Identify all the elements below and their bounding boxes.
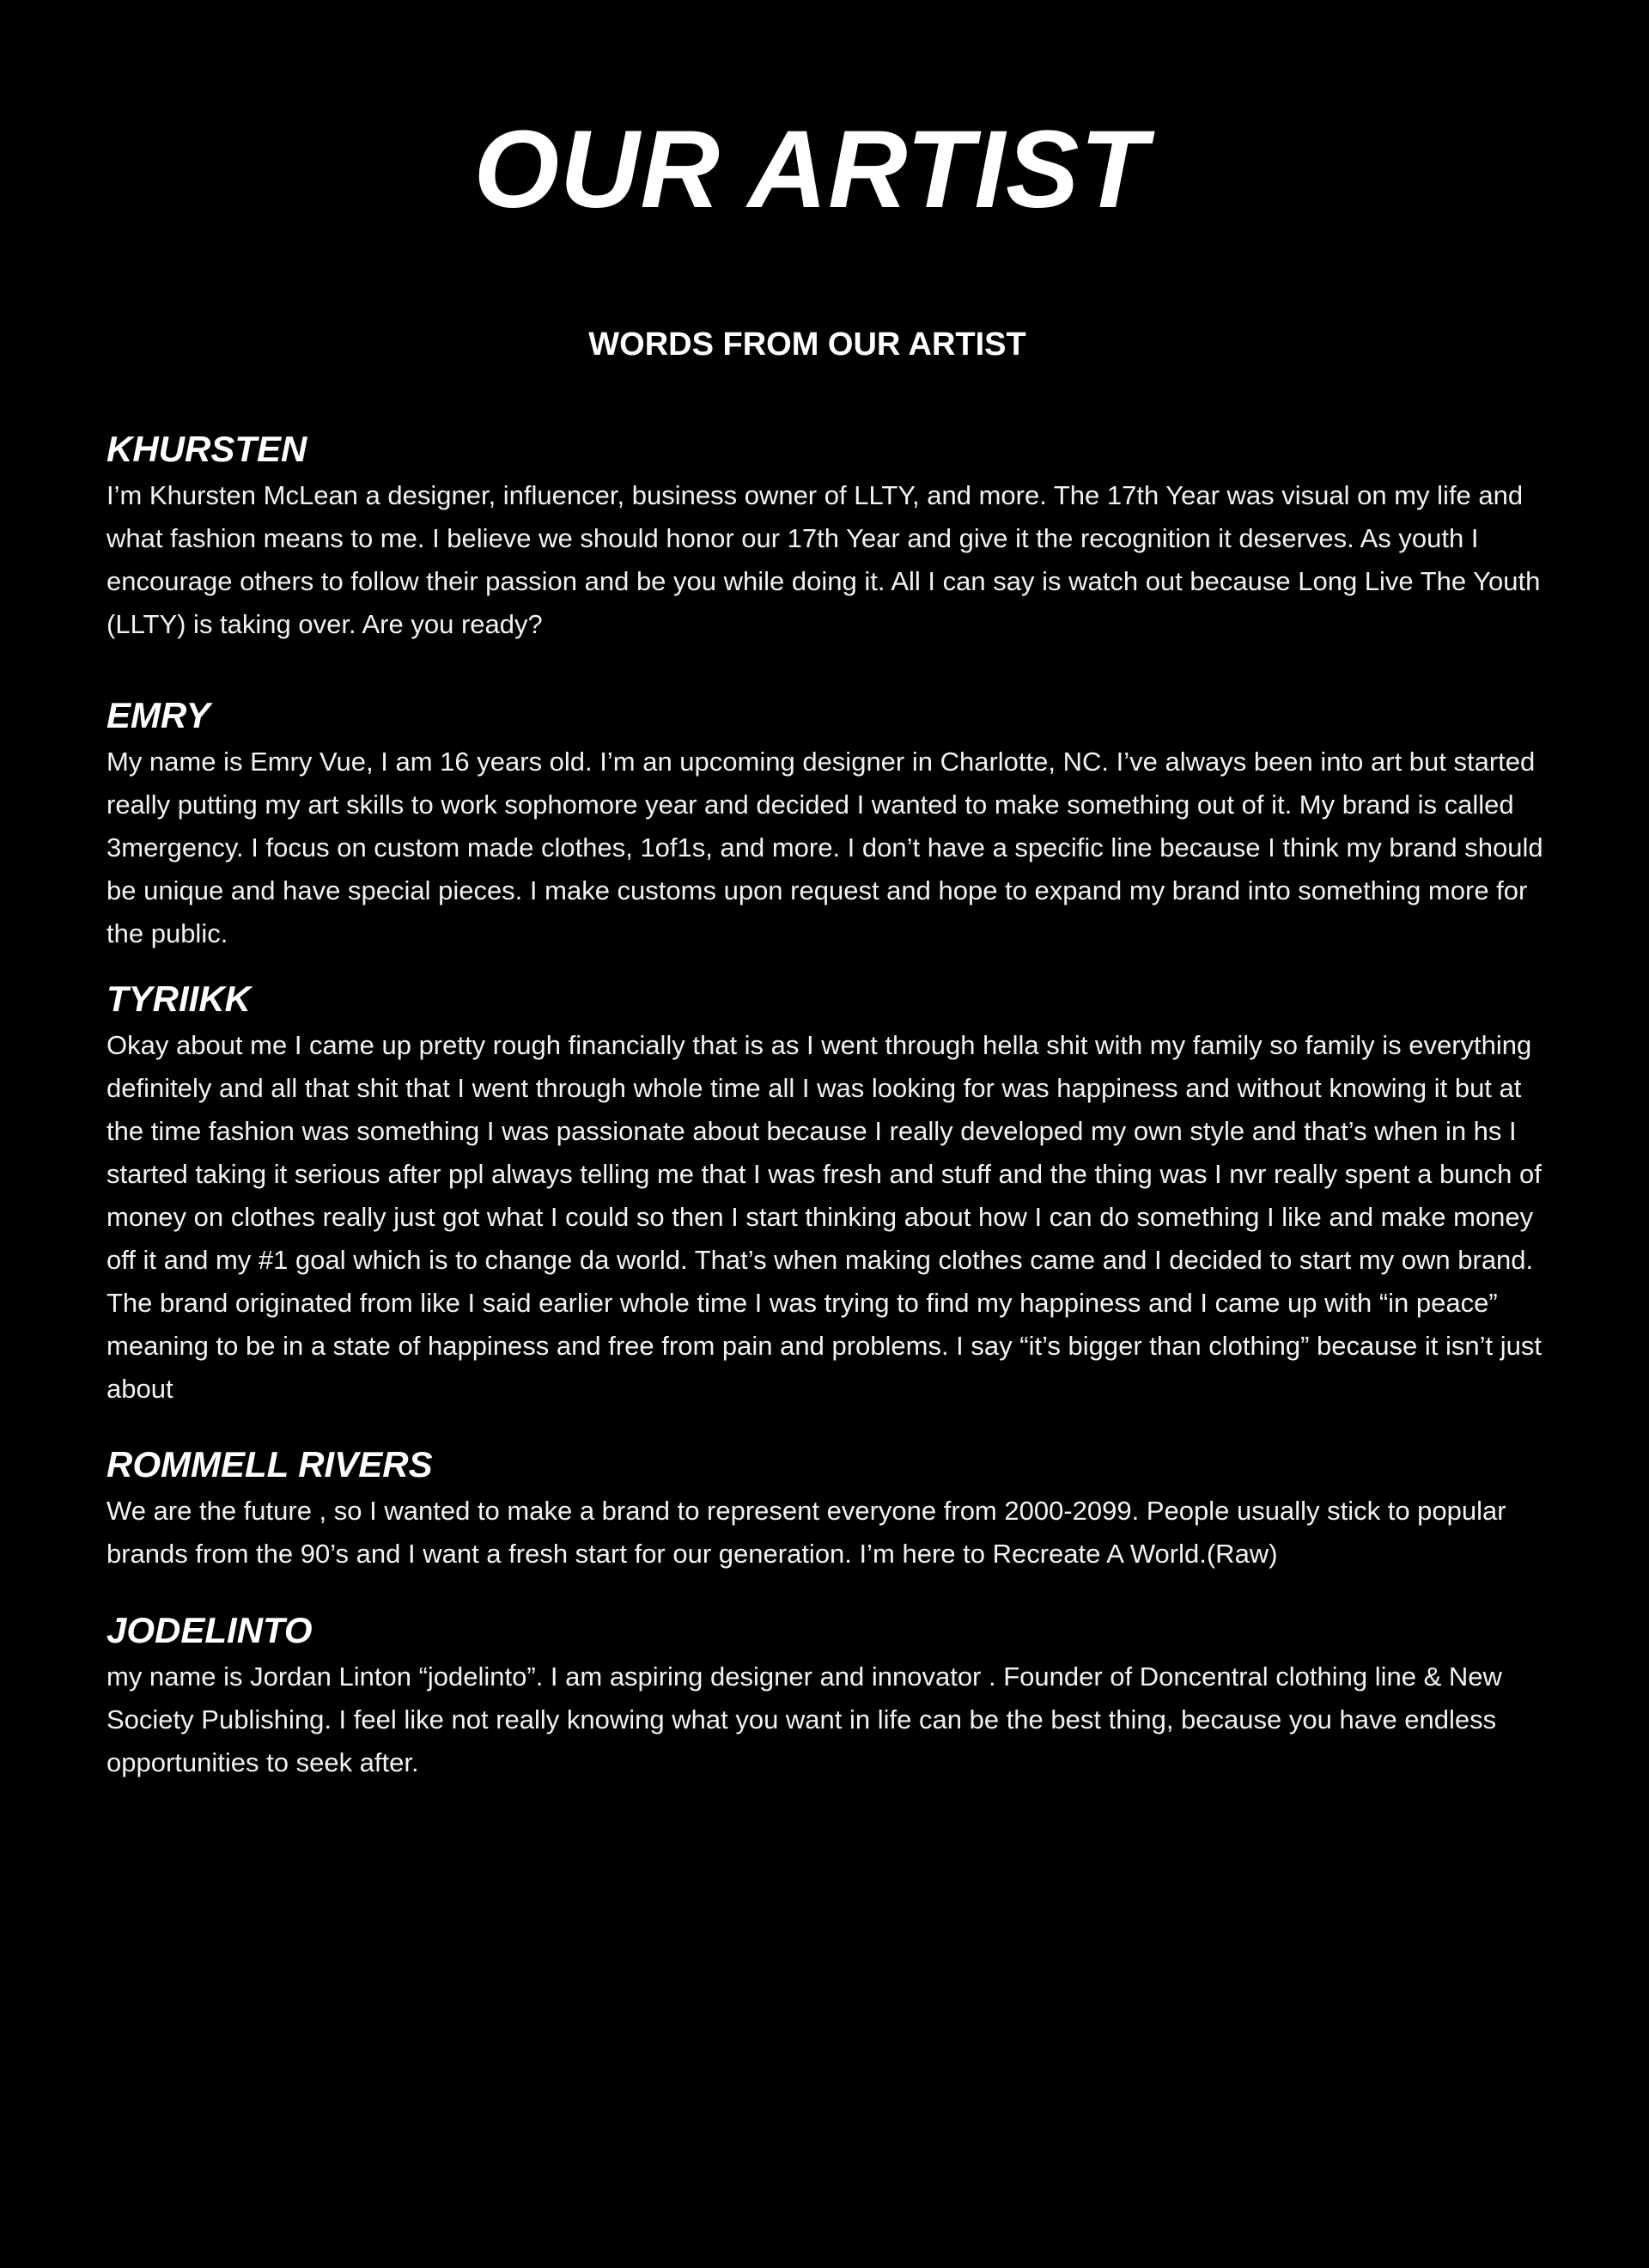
artist-name: TYRIIKK — [106, 979, 251, 1019]
artist-name: ROMMELL RIVERS — [106, 1444, 433, 1485]
artist-section-tyriikk — [106, 977, 1558, 1411]
artist-bio: I’m Khursten McLean a designer, influencer, business owner of LLTY, and more. The 17th Year was visual on my life and what fashion means to me. I believe we should honor our 17th Year and give it the recognition it deserves. As youth I encourage others to follow their passion and be you while doing it. All I can say is watch out because Long Live The Youth (LLTY) is taking over. Are you ready? — [106, 480, 1541, 639]
artist-name: EMRY — [106, 695, 210, 735]
artist-bio: Okay about me I came up pretty rough financially that is as I went through hella shit with my family so family is everything definitely and all that shit that I went through whole time all I was looking for was happiness and without knowing it but at the time fashion was something I was passionate about because I really developed my own style and that’s when in hs I started taking it serious after ppl always telling me that I was fresh and stuff and the thing was I nvr really spent a bunch of money on clothes really just got what I could so then I start thinking about how I can do something I like and make money off it and my #1 goal which is to change da world. That’s when making clothes came and I decided to start my own brand. The brand originated from like I said earlier whole time I was trying to find my happiness and I came up with “in peace” meaning to be in a state of happiness and free from pain and problems. I say “it’s bigger than clothing” because it isn’t just about — [106, 1030, 1542, 1404]
artist-bio: my name is Jordan Linton “jodelinto”. I am aspiring designer and innovator . Founder of Doncentral clothing line & New Society Publishing. I feel like not really knowing what you want in life can be the best thing, because you have endless opportunities to seek after. — [106, 1661, 1502, 1777]
artist-bio: My name is Emry Vue, I am 16 years old. I’m an upcoming designer in Charlotte, NC. I’ve always been into art but started really putting my art skills to work sophomore year and decided I wanted to make something out of it. My brand is called 3mergency. I focus on custom made clothes, 1of1s, and more. I don’t have a specific line because I think my brand should be unique and have special pieces. I make customs upon request and hope to expand my brand into something more for the public. — [106, 747, 1543, 948]
artist-name: KHURSTEN — [106, 429, 307, 469]
page-subtitle: WORDS FROM OUR ARTIST — [588, 326, 1026, 363]
artist-name: JODELINTO — [106, 1610, 313, 1650]
artist-bio: We are the future , so I wanted to make a brand to represent everyone from 2000-2099. People usually stick to popular brands from the 90’s and I want a fresh start for our generation. I’m here to Recreate A World.(Raw) — [106, 1496, 1506, 1569]
artist-section-emry — [106, 693, 1558, 955]
page-title: OUR ARTIST — [473, 108, 1148, 231]
artist-section-rommell-rivers — [106, 1442, 1558, 1576]
artist-section-jodelinto — [106, 1608, 1558, 1784]
artist-section-khursten — [106, 427, 1558, 646]
